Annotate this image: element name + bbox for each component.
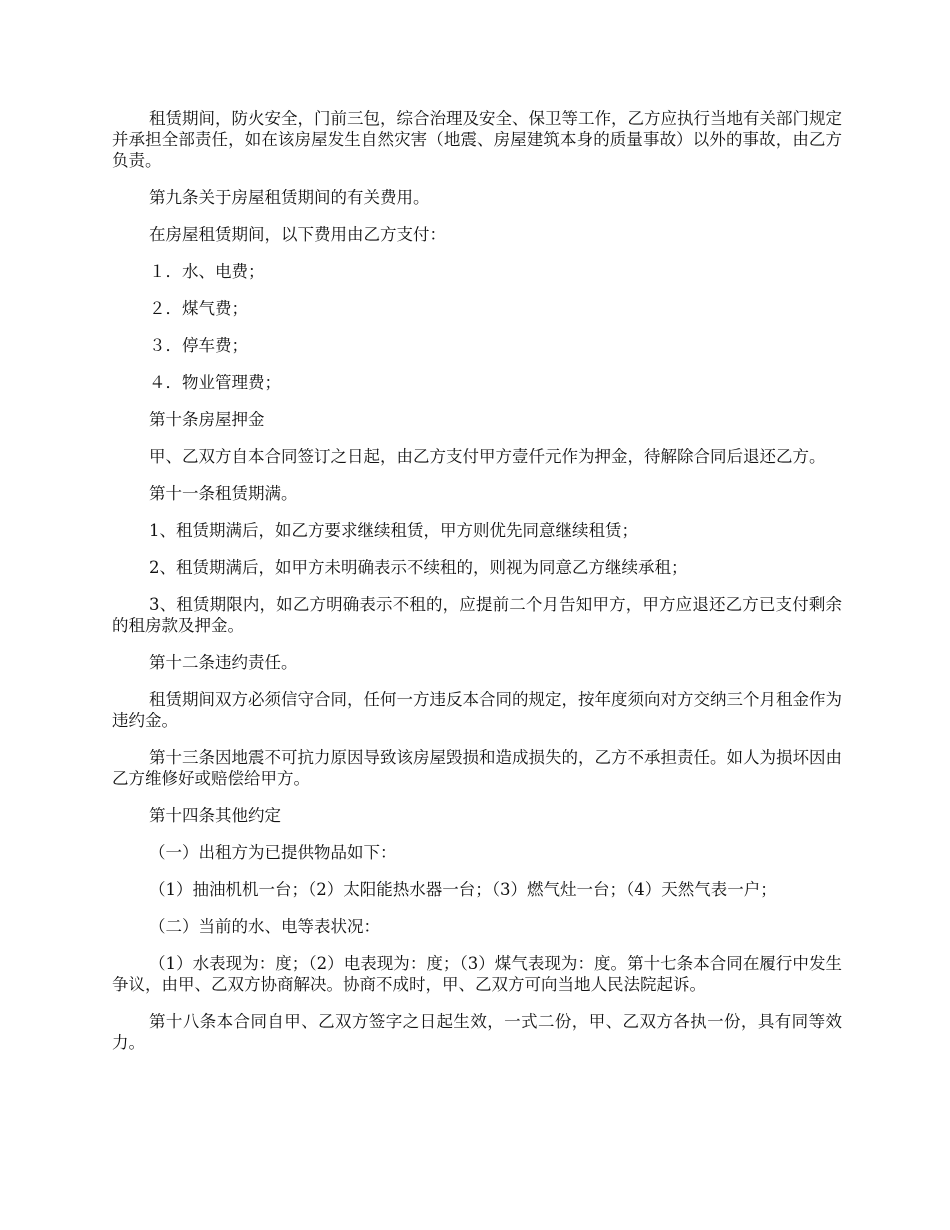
paragraph-article-10-heading: 第十条房屋押金	[149, 410, 265, 429]
list-item-fee-1: １．水、电费；	[149, 262, 265, 281]
paragraph-article-13: 第十三条因地震不可抗力原因导致该房屋毁损和造成损失的，乙方不承担责任。如人为损坏因由乙方维修好或赔偿给甲方。	[112, 748, 842, 788]
paragraph-article-18: 第十八条本合同自甲、乙双方签字之日起生效，一式二份，甲、乙双方各执一份，具有同等效力。	[112, 1012, 842, 1052]
paragraph-article-14-heading: 第十四条其他约定	[149, 806, 281, 825]
paragraph-article-11-heading: 第十一条租赁期满。	[149, 484, 298, 503]
list-item-expiry-3: 3、租赁期限内，如乙方明确表示不租的，应提前二个月告知甲方，甲方应退还乙方已支付剩余的租房款及押金。	[112, 595, 842, 635]
paragraph-fees-intro: 在房屋租赁期间，以下费用由乙方支付：	[149, 225, 446, 244]
contract-body	[112, 108, 842, 1053]
list-item-fee-4: ４．物业管理费；	[149, 373, 281, 392]
list-item-expiry-1: 1、租赁期满后，如乙方要求继续租赁，甲方则优先同意继续租赁；	[149, 521, 638, 540]
list-item-fee-2: ２．煤气费；	[149, 299, 248, 318]
list-item-fee-3: ３．停车费；	[149, 336, 248, 355]
paragraph-provided-items-heading: （一）出租方为已提供物品如下：	[149, 843, 397, 862]
paragraph-meter-status-heading: （二）当前的水、电等表状况：	[149, 917, 380, 936]
paragraph-breach-liability: 租赁期间双方必须信守合同，任何一方违反本合同的规定，按年度须向对方交纳三个月租金作为违约金。	[112, 690, 842, 730]
paragraph-safety-responsibility: 租赁期间，防火安全，门前三包，综合治理及安全、保卫等工作，乙方应执行当地有关部门规定并承担全部责任，如在该房屋发生自然灾害（地震、房屋建筑本身的质量事故）以外的事故，由乙方负责。	[112, 109, 842, 170]
paragraph-article-12-heading: 第十二条违约责任。	[149, 653, 298, 672]
paragraph-deposit: 甲、乙双方自本合同签订之日起，由乙方支付甲方壹仟元作为押金，待解除合同后退还乙方。	[149, 447, 826, 466]
paragraph-meter-readings: （1）水表现为：度；（2）电表现为：度；（3）煤气表现为：度。第十七条本合同在履行中发生争议，由甲、乙双方协商解决。协商不成时，甲、乙双方可向当地人民法院起诉。	[112, 954, 842, 994]
list-item-expiry-2: 2、租赁期满后，如甲方未明确表示不续租的，则视为同意乙方继续承租；	[149, 558, 688, 577]
paragraph-article-9-heading: 第九条关于房屋租赁期间的有关费用。	[149, 188, 430, 207]
paragraph-provided-items: （1）抽油机机一台；（2）太阳能热水器一台；（3）燃气灶一台；（4）天然气表一户；	[149, 880, 777, 899]
